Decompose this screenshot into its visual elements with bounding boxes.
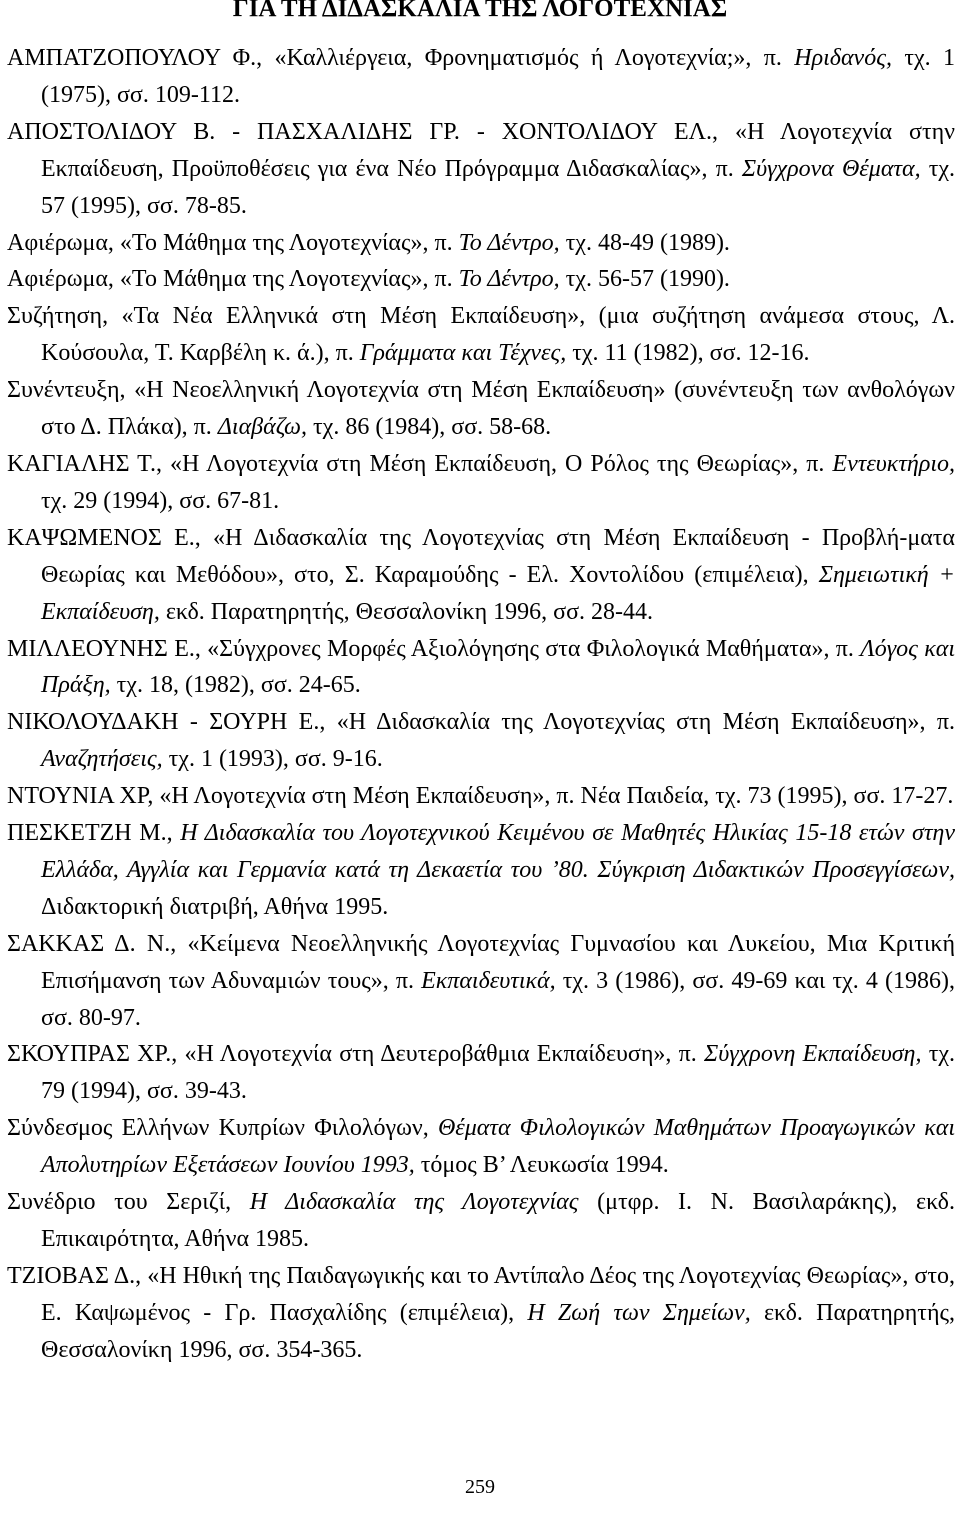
bibliography-entry [7,815,955,926]
bibliography-entry [7,261,955,298]
entry-italic-text: Ηριδανός, [794,45,892,71]
entry-text: ΑΜΠΑΤΖΟΠΟΥΛΟΥ Φ., «Καλλιέργεια, Φρονηματισμός ή Λογοτεχνία;», π. [7,45,795,71]
entry-text: Αφιέρωμα, «Το Μάθημα της Λογοτεχνίας», π. [7,266,459,293]
entry-italic-text: Η Διδασκαλία του Λογοτεχνικού Κειμένου σε Μαθητές Ηλικίας 15-18 ετών στην Ελλάδα, Αγγλία και Γερμανία κατά τη Δεκαετία του ’80. Σύγκριση Διδακτικών Προσεγγίσεων, [41,820,955,883]
entry-italic-text: Η Ζωή των Σημείων, [527,1299,751,1326]
entry-italic-text: Διαβάζω, [217,414,308,441]
entry-text: τχ. 57 (1995), σσ. 78-85. [41,155,956,219]
entry-text: ΚΑΓΙΑΛΗΣ Τ., «Η Λογοτεχνία στη Μέση Εκπαίδευση, Ο Ρόλος της Θεωρίας», π. [7,450,833,477]
entry-text: τχ. 48-49 (1989). [559,229,730,256]
bibliography-entry [7,298,955,372]
entry-text: τχ. 1 (1993), σσ. 9-16. [162,746,383,773]
entry-text: τχ. 86 (1984), σσ. 58-68. [307,414,552,441]
bibliography-entry [7,1258,955,1369]
entry-italic-text: Η Διδασκαλία της Λογοτεχνίας [249,1189,579,1216]
entry-text: τχ. 79 (1994), σσ. 39-43. [41,1041,956,1105]
entry-text: τχ. 11 (1982), σσ. 12-16. [566,340,810,367]
entry-text: Συνέδριο του Σεριζί, [7,1189,250,1216]
entry-text: τόμος Β’ Λευκωσία 1994. [414,1152,669,1179]
bibliography-entry [7,114,955,225]
bibliography-entry [7,520,955,631]
entry-text: Σύνδεσμος Ελλήνων Κυπρίων Φιλολόγων, [7,1115,438,1142]
entry-text: (μτφρ. Ι. Ν. Βασιλαράκης), εκδ. Επικαιρότητα, Αθήνα 1985. [41,1189,955,1252]
entry-text: Διδακτορική διατριβή, Αθήνα 1995. [41,893,389,920]
entry-italic-text: Λόγος και Πράξη, [41,635,955,699]
entry-text: ΣΚΟΥΠΡΑΣ ΧΡ., «Η Λογοτεχνία στη Δευτεροβάθμια Εκπαίδευση», π. [7,1041,705,1068]
entry-text: Αφιέρωμα, «Το Μάθημα της Λογοτεχνίας», π. [7,229,459,256]
entry-italic-text: Σημειωτική + Εκπαίδευση, [41,561,956,625]
entry-italic-text: Σύγχρονη Εκπαίδευση, [704,1041,922,1068]
entry-italic-text: Σύγχρονα Θέματα, [741,155,921,182]
entry-text: ΝΤΟΥΝΙΑ ΧΡ, «Η Λογοτεχνία στη Μέση Εκπαίδευση», π. Νέα Παιδεία, τχ. 73 (1995), σσ. 17-27. [7,783,954,810]
bibliography-entry [7,1036,955,1110]
entry-text: εκδ. Παρατηρητής, Θεσσαλονίκη 1996, σσ. 354-365. [41,1299,956,1363]
bibliography-list [7,40,955,1369]
entry-italic-text: Εκπαιδευτικά, [421,967,556,994]
entry-italic-text: Θέματα Φιλολογικών Μαθημάτων Προαγωγικών και Απολυτηρίων Εξετάσεων Ιουνίου 1993, [41,1115,955,1179]
bibliography-entry [7,40,955,114]
page-title: ΓΙΑ ΤΗ ΔΙΔΑΣΚΑΛΙΑ ΤΗΣ ΛΟΓΟΤΕΧΝΙΑΣ [232,0,728,22]
page-number: 259 [465,1476,495,1498]
bibliography-entry [7,446,955,520]
bibliography-entry [7,631,955,705]
entry-text: τχ. 29 (1994), σσ. 67-81. [41,487,280,514]
entry-text: τχ. 18, (1982), σσ. 24-65. [110,672,361,699]
bibliography-entry [7,704,955,778]
entry-text: Συζήτηση, «Τα Νέα Ελληνικά στη Μέση Εκπαίδευση», (μια συζήτηση ανάμεσα στους, Λ. Κούσουλα, Τ. Καρβέλη κ. ά.), π. [7,303,955,367]
entry-text: τχ. 1 (1975), σσ. 109-112. [41,45,956,108]
bibliography-entry [7,225,955,262]
entry-italic-text: Το Δέντρο, [458,229,560,256]
entry-text: Συνέντευξη, «Η Νεοελληνική Λογοτεχνία στη Μέση Εκπαίδευση» (συνέντευξη των ανθολόγων στο Δ. Πλάκα), π. [7,377,955,441]
entry-text: ΜΙΛΛΕΟΥΝΗΣ Ε., «Σύγχρονες Μορφές Αξιολόγησης στα Φιλολογικά Μαθήματα», π. [7,635,861,662]
entry-text: ΣΑΚΚΑΣ Δ. Ν., «Κείμενα Νεοελληνικής Λογοτεχνίας Γυμνασίου και Λυκείου, Μια Κριτική Επισήμανση των Αδυναμιών τους», π. [7,930,955,994]
entry-italic-text: Το Δέντρο, [458,266,560,293]
entry-text: τχ. 3 (1986), σσ. 49-69 και τχ. 4 (1986), σσ. 80-97. [41,967,955,1031]
entry-text: ΤΖΙΟΒΑΣ Δ., «Η Ηθική της Παιδαγωγικής και το Αντίπαλο Δέος της Λογοτεχνίας Θεωρίας», στο, Ε. Καψωμένος - Γρ. Πασχαλίδης (επιμέλεια), [7,1262,955,1326]
entry-text: τχ. 56-57 (1990). [559,266,730,293]
bibliography-entry [7,1110,955,1184]
entry-text: ΠΕΣΚΕΤΖΗ Μ., [7,820,181,847]
entry-text: ΚΑΨΩΜΕΝΟΣ Ε., «Η Διδασκαλία της Λογοτεχνίας στη Μέση Εκπαίδευση - Προβλή-ματα Θεωρίας και Μεθόδου», στο, Σ. Καραμούδης - Ελ. Χοντολίδου (επιμέλεια), [7,524,955,588]
entry-text: εκδ. Παρατηρητής, Θεσσαλονίκη 1996, σσ. 28-44. [159,598,653,625]
entry-italic-text: Εντευκτήριο, [832,450,955,477]
entry-text: ΑΠΟΣΤΟΛΙΔΟΥ Β. - ΠΑΣΧΑΛΙΔΗΣ ΓΡ. - ΧΟΝΤΟΛΙΔΟΥ ΕΛ., «Η Λογοτεχνία στην Εκπαίδευση, Προϋποθέσεις για ένα Νέο Πρόγραμμα Διδασκαλίας», π. [7,118,955,182]
entry-italic-text: Γράμματα και Τέχνες, [359,340,567,367]
bibliography-entry [7,926,955,1037]
entry-italic-text: Αναζητήσεις, [41,746,163,773]
bibliography-entry [7,778,955,815]
bibliography-entry [7,372,955,446]
entry-text: ΝΙΚΟΛΟΥΔΑΚΗ - ΣΟΥΡΗ Ε., «Η Διδασκαλία της Λογοτεχνίας στη Μέση Εκπαίδευση», π. [7,709,955,736]
bibliography-entry [7,1184,955,1258]
